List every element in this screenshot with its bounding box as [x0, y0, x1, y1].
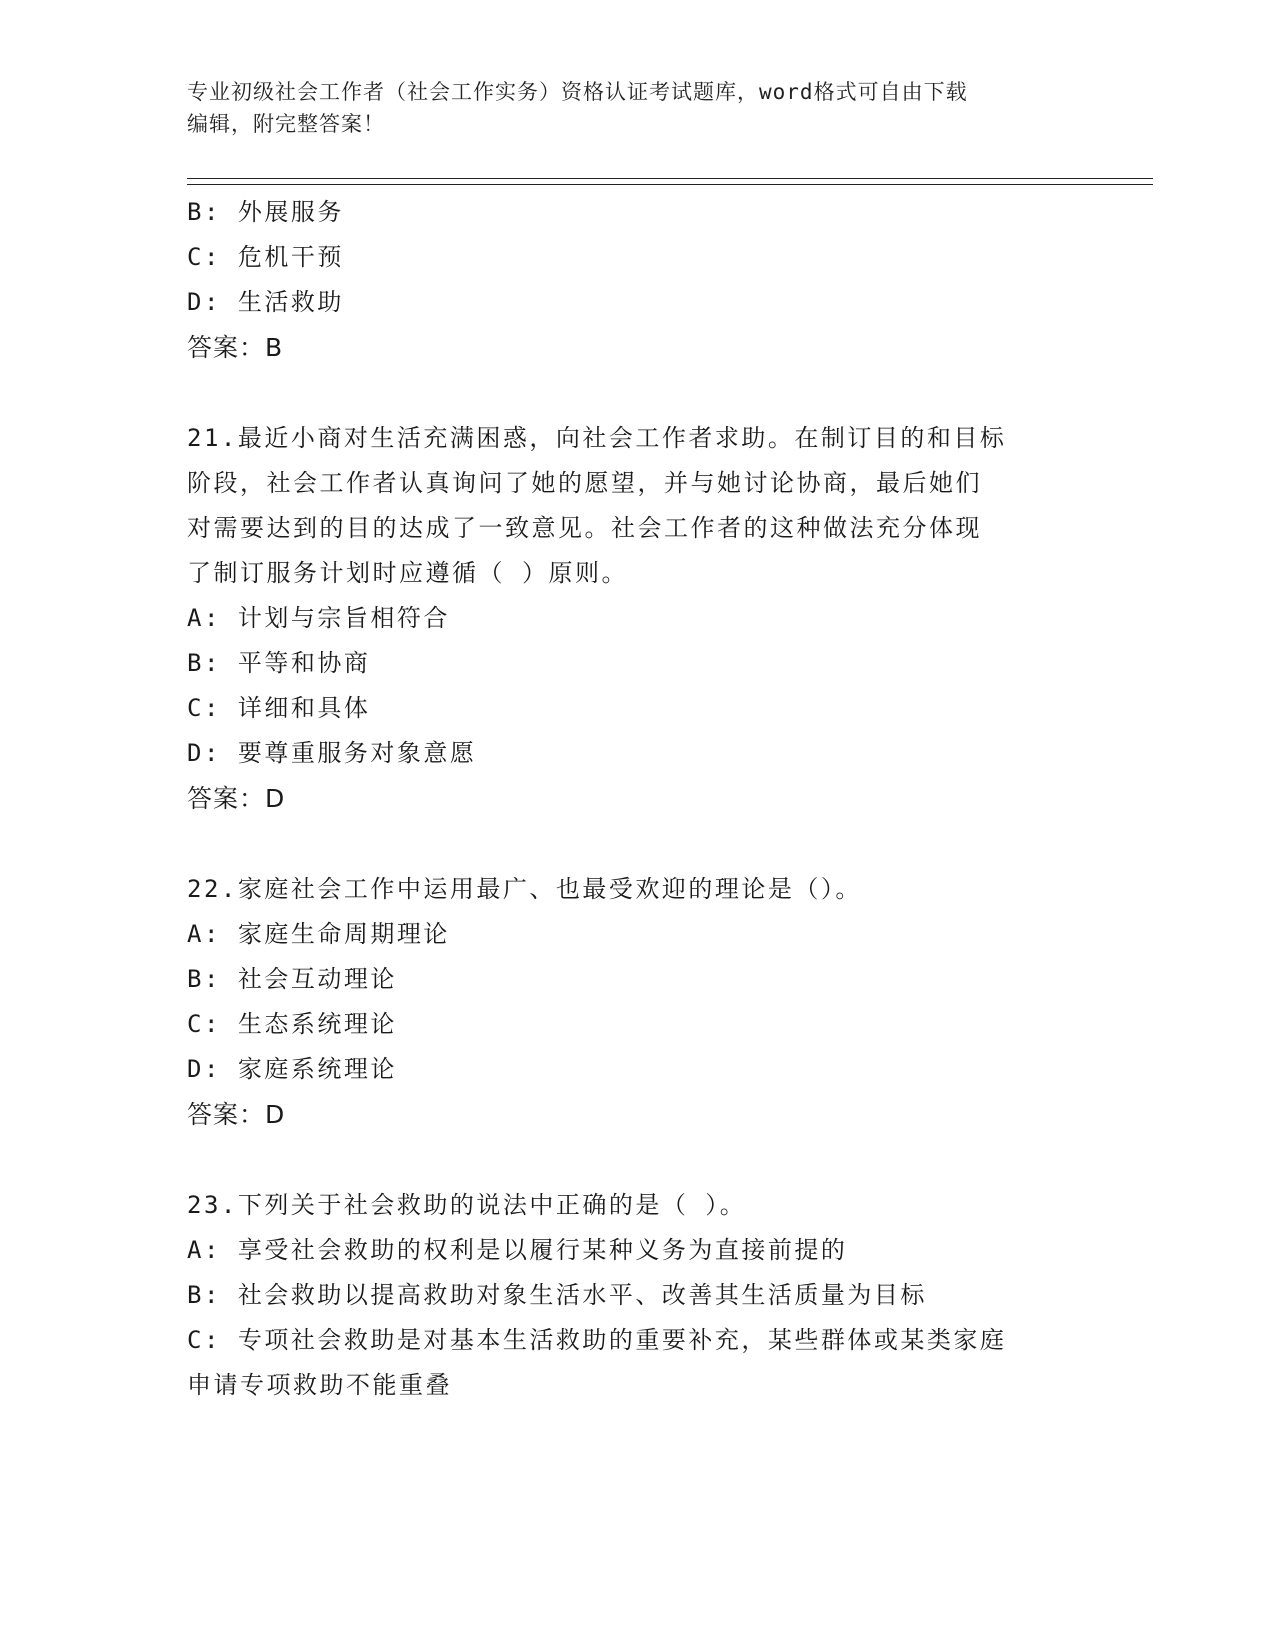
answer: 答案：B — [187, 333, 284, 362]
option-b: B: 社会救助以提高救助对象生活水平、改善其生活质量为目标 — [187, 1281, 927, 1309]
question-stem-line: 对需要达到的目的达成了一致意见。社会工作者的这种做法充分体现 — [187, 514, 982, 542]
option-d: D: 家庭系统理论 — [187, 1055, 397, 1083]
option-d: D: 要尊重服务对象意愿 — [187, 739, 477, 767]
document-body — [187, 190, 1087, 1408]
question-stem — [187, 416, 1087, 596]
question-21 — [187, 416, 1087, 821]
option-c: C: 专项社会救助是对基本生活救助的重要补充，某些群体或某类家庭 — [187, 1326, 1007, 1354]
question-stem: 23.下列关于社会救助的说法中正确的是（ ）。 — [187, 1191, 747, 1219]
option-b: B: 平等和协商 — [187, 649, 371, 677]
option-b: B: 社会互动理论 — [187, 965, 397, 993]
header-line-1: 专业初级社会工作者（社会工作实务）资格认证考试题库，word格式可自由下载 — [187, 80, 968, 104]
question-22 — [187, 867, 1087, 1137]
question-stem-line: 21.最近小商对生活充满困惑，向社会工作者求助。在制订目的和目标 — [187, 424, 1007, 452]
spacer — [187, 1137, 1087, 1183]
option-a: A: 计划与宗旨相符合 — [187, 604, 450, 632]
option-c: C: 危机干预 — [187, 243, 344, 271]
answer: 答案：D — [187, 1100, 286, 1129]
question-stem-line: 了制订服务计划时应遵循（ ）原则。 — [187, 559, 628, 587]
spacer — [187, 821, 1087, 867]
question-stem: 22.家庭社会工作中运用最广、也最受欢迎的理论是（）。 — [187, 875, 862, 903]
option-c-continuation: 申请专项救助不能重叠 — [187, 1371, 452, 1399]
question-stem-line: 阶段，社会工作者认真询问了她的愿望，并与她讨论协商，最后她们 — [187, 469, 982, 497]
header-line-2: 编辑，附完整答案！ — [187, 112, 385, 136]
question-23 — [187, 1183, 1087, 1408]
option-b: B: 外展服务 — [187, 198, 344, 226]
header-divider — [187, 178, 1153, 185]
option-a: A: 家庭生命周期理论 — [187, 920, 450, 948]
option-c: C: 生态系统理论 — [187, 1010, 397, 1038]
option-a: A: 享受社会救助的权利是以履行某种义务为直接前提的 — [187, 1236, 848, 1264]
answer: 答案：D — [187, 784, 286, 813]
option-c: C: 详细和具体 — [187, 694, 371, 722]
question-20-fragment — [187, 190, 1087, 370]
spacer — [187, 370, 1087, 416]
option-d: D: 生活救助 — [187, 288, 344, 316]
page-header — [187, 76, 1087, 140]
